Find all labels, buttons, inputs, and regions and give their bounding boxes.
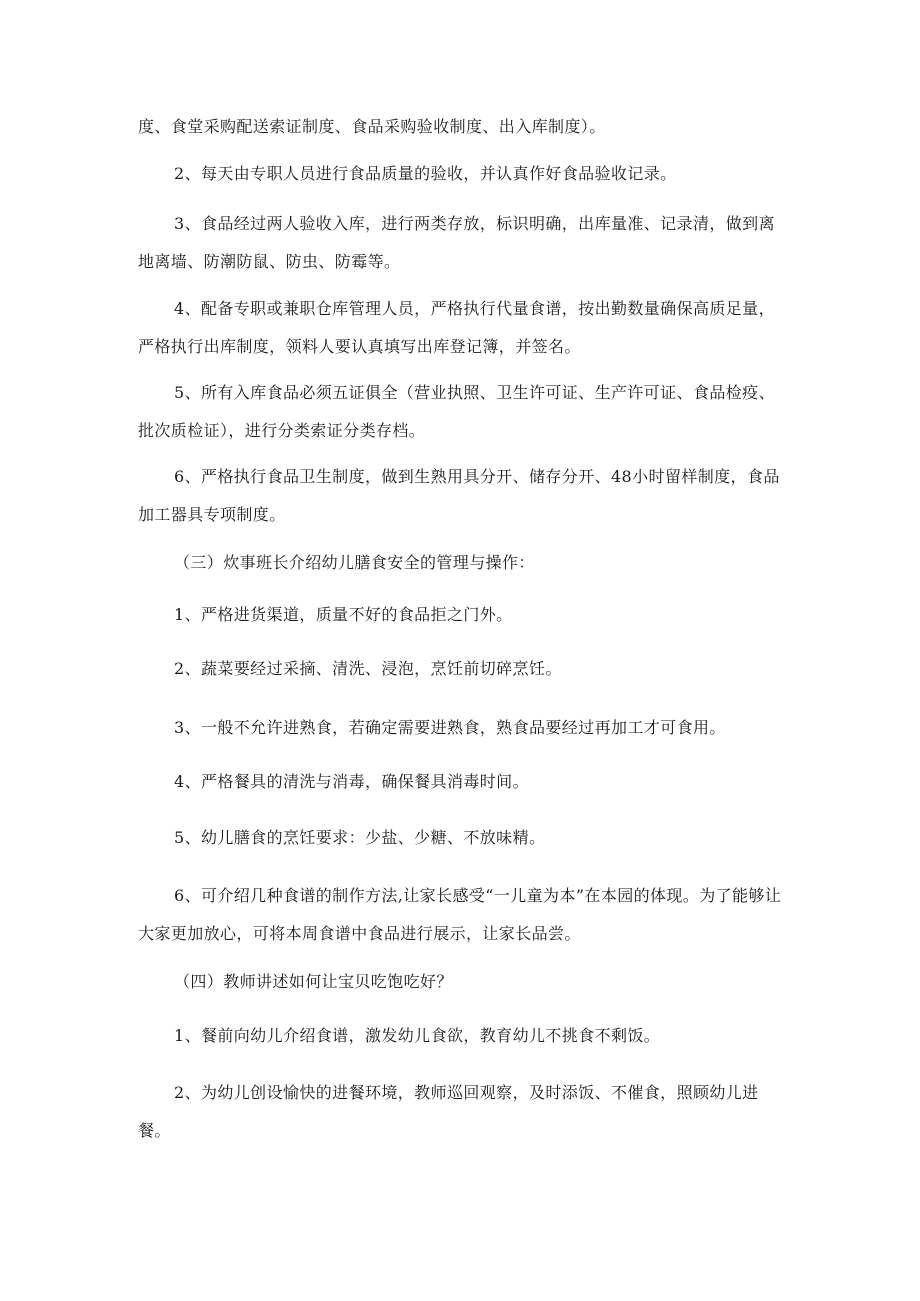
section-heading-4: （四）教师讲述如何让宝贝吃饱吃好？ (174, 972, 453, 991)
paragraph-item-5: 5、所有入库食品必须五证俱全（营业执照、卫生许可证、生产许可证、食品检疫、批次质检证），进行分类索证分类存档。 (138, 383, 775, 440)
paragraph-continuation: 度、食堂采购配送索证制度、食品采购验收制度、出入库制度）。 (138, 117, 606, 136)
paragraph-item-1b: 1、严格进货渠道，质量不好的食品拒之门外。 (174, 605, 513, 624)
paragraph-item-6: 6、严格执行食品卫生制度，做到生熟用具分开、储存分开、48小时留样制度，食品加工器具专项制度。 (138, 467, 780, 524)
paragraph-item-3b: 3、一般不允许进熟食，若确定需要进熟食，熟食品要经过再加工才可食用。 (174, 718, 726, 737)
paragraph-item-2: 2、每天由专职人员进行食品质量的验收，并认真作好食品验收记录。 (174, 164, 677, 183)
paragraph-item-3: 3、食品经过两人验收入库，进行两类存放，标识明确，出库量准、记录清，做到离地离墙、防潮防鼠、防虫、防霉等。 (138, 214, 775, 271)
paragraph-item-4: 4、配备专职或兼职仓库管理人员，严格执行代量食谱，按出勤数量确保高质足量，严格执行出库制度，领料人要认真填写出库登记簿，并签名。 (138, 299, 775, 356)
paragraph-item-4b: 4、严格餐具的清洗与消毒，确保餐具消毒时间。 (174, 772, 529, 791)
paragraph-item-6b: 6、可介绍几种食谱的制作方法,让家长感受“一儿童为本”在本园的体现。为了能够让大家更加放心，可将本周食谱中食品进行展示，让家长品尝。 (138, 886, 782, 943)
paragraph-item-2b: 2、蔬菜要经过采摘、清洗、浸泡，烹饪前切碎烹饪。 (174, 659, 562, 678)
section-heading-3: （三）炊事班长介绍幼儿膳食安全的管理与操作： (174, 553, 535, 572)
paragraph-item-1c: 1、餐前向幼儿介绍食谱，激发幼儿食欲，教育幼儿不挑食不剩饭。 (174, 1026, 661, 1045)
paragraph-item-2c: 2、为幼儿创设愉快的进餐环境，教师巡回观察，及时添饭、不催食，照顾幼儿进餐。 (138, 1083, 759, 1140)
paragraph-item-5b: 5、幼儿膳食的烹饪要求：少盐、少糖、不放味精。 (174, 828, 546, 847)
